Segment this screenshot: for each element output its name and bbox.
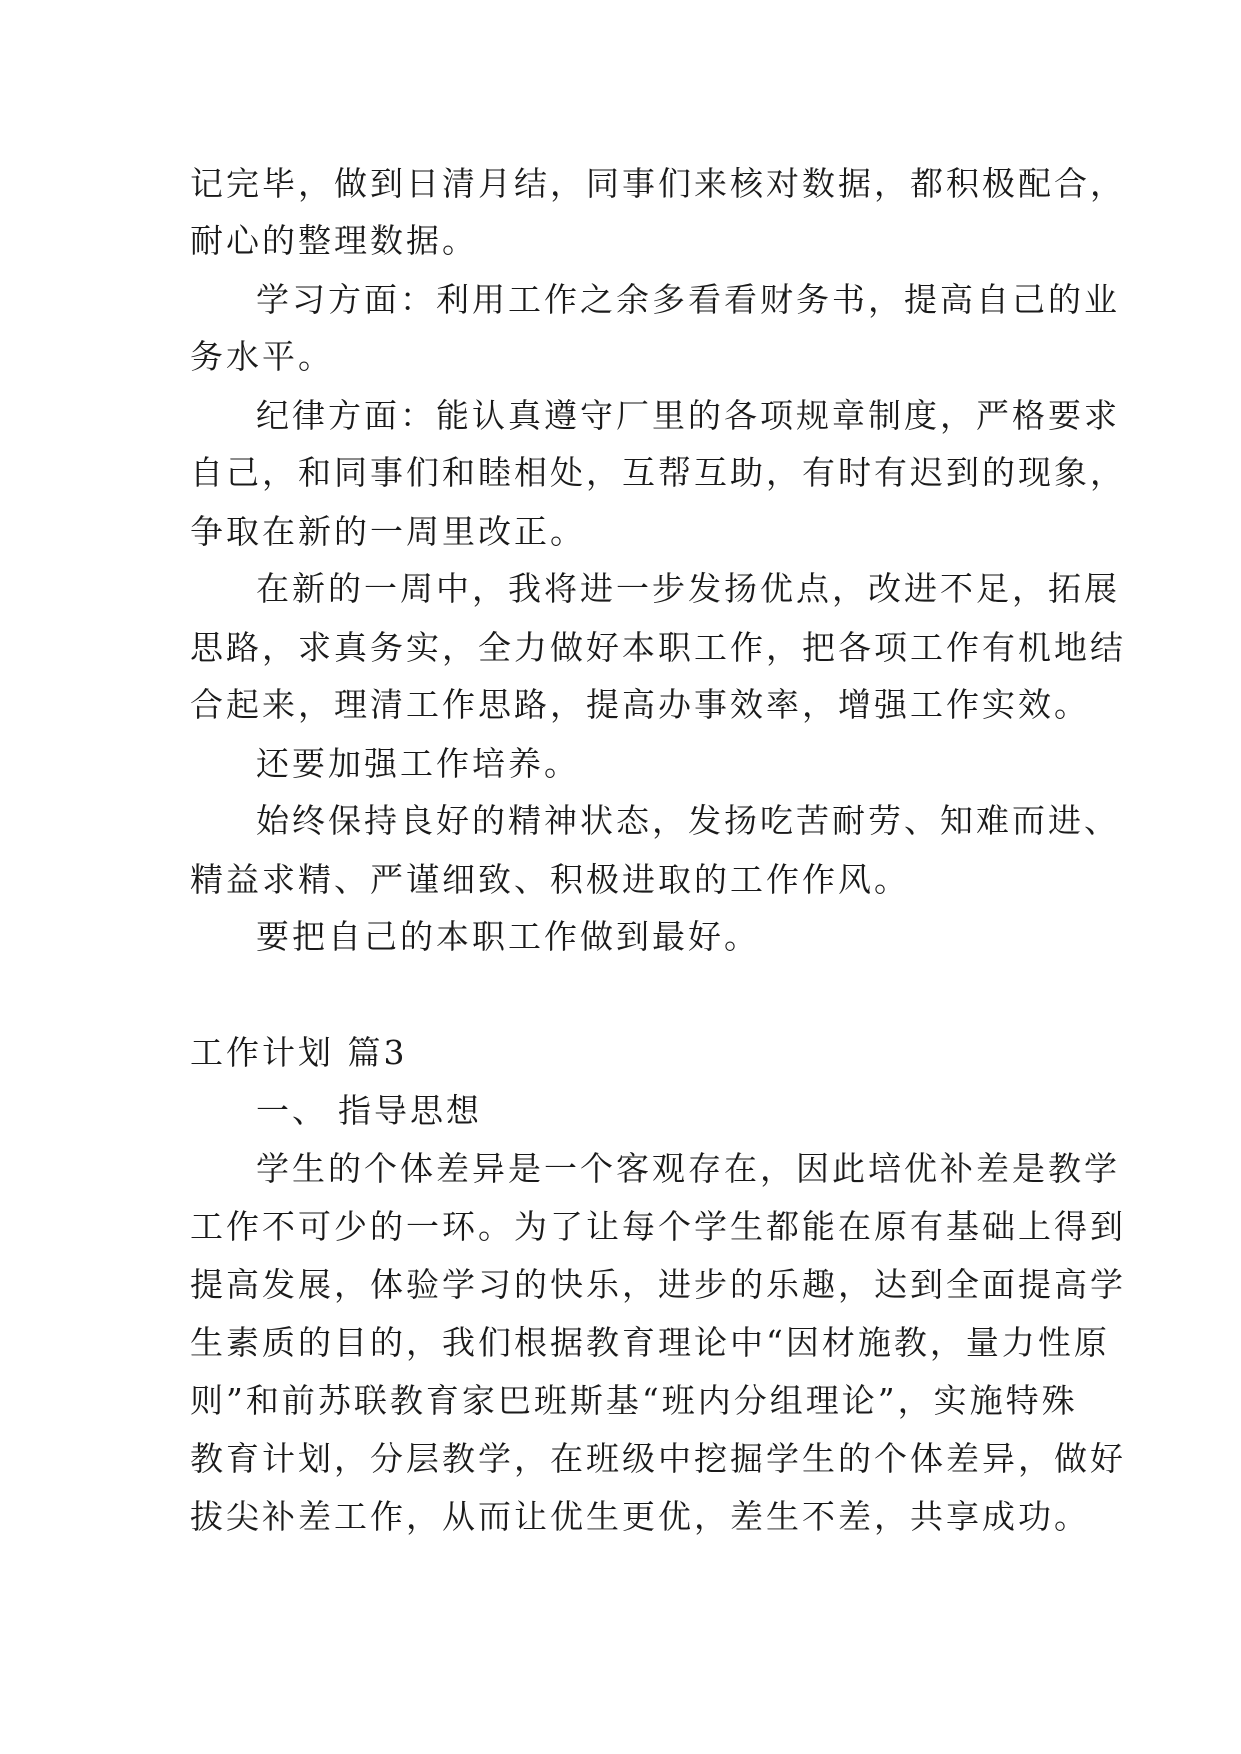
- subsection-title: 指导思想: [338, 1091, 482, 1130]
- body-line: 拔尖补差工作，从而让优生更优，差生不差，共享成功。: [190, 1497, 1090, 1536]
- paragraph-line: 学习方面：利用工作之余多看看财务书，提高自己的业: [256, 280, 1120, 319]
- section-heading: 工作计划 篇3: [190, 1033, 408, 1072]
- body-line: 生素质的目的，我们根据教育理论中“因材施教，量力性原: [190, 1323, 1110, 1362]
- body-line: 教育计划，分层教学，在班级中挖掘学生的个体差异，做好: [190, 1439, 1126, 1478]
- body-line: 务水平。: [190, 337, 334, 376]
- body-line: 争取在新的一周里改正。: [190, 512, 586, 551]
- paragraph-line: 要把自己的本职工作做到最好。: [256, 917, 760, 956]
- body-line: 耐心的整理数据。: [190, 221, 478, 260]
- body-line: 合起来，理清工作思路，提高办事效率，增强工作实效。: [190, 685, 1090, 724]
- body-line: 思路，求真务实，全力做好本职工作，把各项工作有机地结: [190, 628, 1126, 667]
- body-line: 精益求精、严谨细致、积极进取的工作作风。: [190, 860, 910, 899]
- paragraph-line: 学生的个体差异是一个客观存在，因此培优补差是教学: [256, 1149, 1120, 1188]
- paragraph-line: 在新的一周中，我将进一步发扬优点，改进不足，拓展: [256, 569, 1120, 608]
- list-marker: 一、: [256, 1091, 328, 1130]
- body-line: 提高发展，体验学习的快乐，进步的乐趣，达到全面提高学: [190, 1265, 1126, 1304]
- paragraph-line: 还要加强工作培养。: [256, 744, 580, 783]
- body-line: 工作不可少的一环。为了让每个学生都能在原有基础上得到: [190, 1207, 1126, 1246]
- body-line: 则”和前苏联教育家巴班斯基“班内分组理论”，实施特殊: [190, 1381, 1078, 1420]
- body-line: 自己，和同事们和睦相处，互帮互助，有时有迟到的现象，: [190, 453, 1126, 492]
- paragraph-line: 纪律方面：能认真遵守厂里的各项规章制度，严格要求: [256, 396, 1120, 435]
- body-line: 记完毕，做到日清月结，同事们来核对数据，都积极配合，: [190, 164, 1126, 203]
- paragraph-line: 始终保持良好的精神状态，发扬吃苦耐劳、知难而进、: [256, 801, 1120, 840]
